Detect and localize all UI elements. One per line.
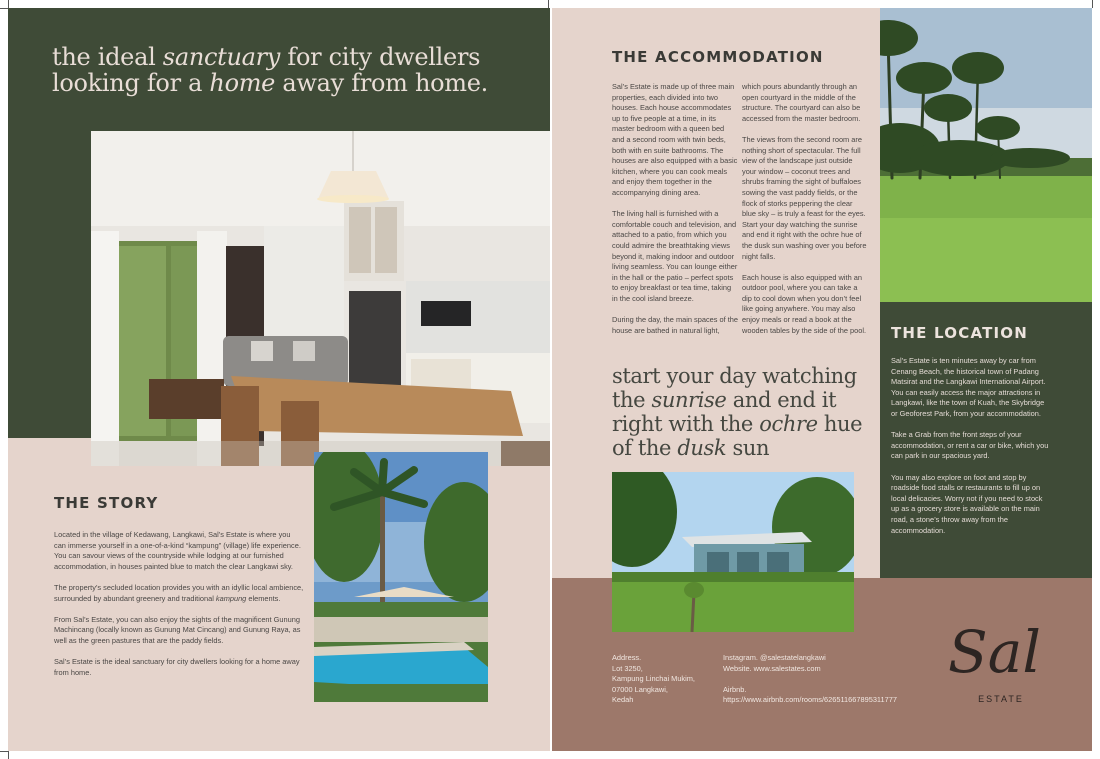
pool-photo	[314, 452, 488, 702]
logo-script-text: Sal	[948, 618, 1041, 686]
interior-photo	[91, 131, 550, 466]
story-paragraph: From Sal’s Estate, you can also enjoy the sights of the magnificent Gunung Machincang (locally known as Gunung Mat Cincang) and Gunung Raya, as well as the green pastures that are the paddy fields.	[54, 614, 301, 645]
location-paragraph: Take a Grab from the front steps of your accommodation, or rent a car or bike, which you can park in our spacious yard.	[891, 430, 1049, 461]
accommodation-paragraph: The views from the second room are nothing short of spectacular. The full view of the landscape just outside your window – coconut trees and shrubs framing the sight of buffaloes sowing the vast paddy fields, or the flock of storks peppering the clear blue sky – is truly a feast for the eyes. Start your day watching the sunrise and end it right with the ochre hue of the dusk sun washing over you before night falls.	[742, 134, 867, 261]
social-block	[723, 653, 923, 706]
accommodation-column-1	[612, 82, 738, 347]
left-headline: the ideal sanctuary for city dwellers looking for a home away from home.	[52, 43, 488, 97]
story-title: THE STORY	[54, 494, 159, 512]
accommodation-column-2	[742, 82, 868, 347]
accommodation-paragraph: Sal’s Estate is made up of three main properties, each divided into two houses. Each house accommodates up to five people at a time, in its master bedroom with a queen bed and a second room with twin beds, both with en suite bathrooms. The houses are also equipped with a basic kitchen, where you can cook meals and enjoy them together in the accompanying dining area.	[612, 82, 738, 197]
story-paragraph: The property’s secluded location provides you with an idyllic local ambience, surrounded by abundant greenery and traditional kampung elements.	[54, 582, 304, 603]
website-link[interactable]: Website. www.salestates.com	[723, 663, 821, 673]
house-photo	[612, 472, 854, 632]
location-paragraph: You may also explore on foot and stop by roadside food stalls or restaurants to fill up on local delicacies. Worry not if you need to stock up as a grocery store is available on the main road, a stone’s throw away from the accommodation.	[891, 472, 1043, 535]
palm-field-photo	[880, 8, 1092, 302]
location-paragraph: Sal’s Estate is ten minutes away by car from Cenang Beach, the historical town of Padang Matsirat and the Langkawi International Airport. You can easily access the major attractions in Langkawi, like the town of Kuah, the Skybridge or Geoforest Park, from your accommodation.	[891, 356, 1046, 418]
address-label: Address.	[612, 653, 642, 662]
address-block	[612, 653, 722, 706]
airbnb-label: Airbnb.	[723, 684, 747, 694]
story-text	[54, 530, 304, 689]
logo-estate-text: ESTATE	[978, 694, 1024, 704]
story-paragraph: Located in the village of Kedawang, Langkawi, Sal’s Estate is where you can immerse yourself in a one-of-a-kind “kampung” (village) life experience. You can savour views of the countryside while lodging at our furnished accommodation, in houses painted blue to match the clear Langkawi sky.	[54, 530, 301, 571]
accommodation-title: THE ACCOMMODATION	[612, 48, 824, 66]
address-line: Lot 3250,	[612, 663, 643, 673]
accommodation-paragraph: Each house is also equipped with an outdoor pool, where you can take a dip to cool down when you don’t feel like going anywhere. You may also enjoy meals or read a book at the wooden tables by the side of the pool.	[742, 272, 867, 335]
pull-quote: start your day watching the sunrise and end it right with the ochre hue of the dusk sun	[612, 364, 863, 460]
accommodation-paragraph: The living hall is furnished with a comfortable couch and television, and attached to a patio, from which you could admire the breathtaking views beyond it, making indoor and outdoor living seamless. You can lounge either in the hall or the patio – perfect spots to enjoy breakfast or tea time, taking in the cool island breeze.	[612, 209, 738, 303]
address-line: Kedah	[612, 695, 634, 705]
accommodation-paragraph: During the day, the main spaces of the house are bathed in natural light,	[612, 315, 738, 335]
address-line: 07000 Langkawi,	[612, 684, 668, 694]
address-line: Kampung Linchai Mukim,	[612, 674, 695, 684]
story-paragraph: Sal’s Estate is the ideal sanctuary for city dwellers looking for a home away from home.	[54, 657, 300, 677]
location-text	[891, 356, 1051, 547]
airbnb-link[interactable]: https://www.airbnb.com/rooms/626511667895311777	[723, 695, 897, 705]
instagram-link[interactable]: Instagram. @salestatelangkawi	[723, 653, 826, 662]
accommodation-paragraph: which pours abundantly through an open courtyard in the middle of the structure. The courtyard can also be accessed from the master bedroom.	[742, 82, 861, 123]
location-title: THE LOCATION	[891, 324, 1029, 342]
